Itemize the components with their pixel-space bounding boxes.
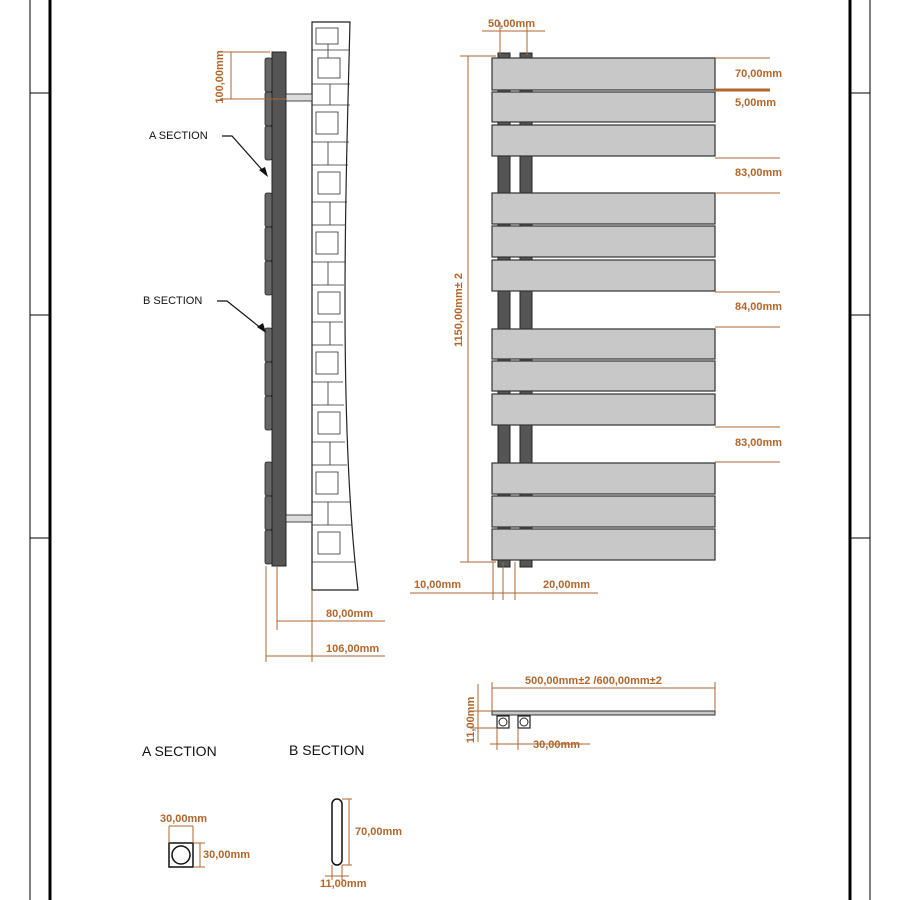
label-b-section: B SECTION bbox=[143, 295, 203, 307]
dim-text-gap-3: 83,00mm bbox=[735, 437, 783, 449]
dim-panel-gap bbox=[715, 90, 776, 109]
plan-panel bbox=[492, 711, 715, 715]
dim-text-gap-1: 83,00mm bbox=[735, 167, 783, 179]
dim-plan-width bbox=[492, 675, 715, 711]
dim-text-plan-thickness: 11,00mm bbox=[465, 696, 477, 744]
plan-view bbox=[465, 675, 715, 751]
front-view bbox=[410, 18, 782, 600]
dim-gap-1 bbox=[715, 158, 782, 193]
a-section-title: A SECTION bbox=[142, 743, 217, 759]
dim-text-b-section-h: 70,00mm bbox=[355, 826, 403, 838]
wall-brackets bbox=[286, 94, 312, 522]
dim-text-a-section-h: 30,00mm bbox=[203, 849, 251, 861]
dim-plan-pipe-spacing bbox=[490, 728, 590, 751]
dim-text-pipe-offset: 10,00mm bbox=[414, 579, 462, 591]
a-section-detail bbox=[160, 813, 250, 867]
dim-text-panel-gap: 5,00mm bbox=[735, 97, 776, 109]
b-section-profile bbox=[332, 799, 342, 865]
dim-gap-3 bbox=[715, 427, 782, 462]
label-a-section: A SECTION bbox=[149, 130, 208, 142]
dim-bottom-pipes bbox=[410, 562, 598, 600]
dim-text-b-section-w: 11,00mm bbox=[320, 878, 367, 890]
dim-text-gap-2: 84,00mm bbox=[735, 301, 783, 313]
dim-text-side-depth-inner: 80,00mm bbox=[326, 608, 374, 620]
dim-text-pipe-width: 20,00mm bbox=[543, 579, 591, 591]
side-panels bbox=[265, 58, 272, 564]
b-section-detail bbox=[320, 799, 402, 890]
dim-text-top-pipe-spacing: 50,00mm bbox=[488, 18, 536, 30]
side-collector bbox=[272, 52, 286, 566]
dim-text-panel-height: 70,00mm bbox=[735, 68, 783, 80]
section-callout-b bbox=[143, 295, 266, 333]
dim-panel-height bbox=[715, 58, 782, 90]
dim-text-width-options: 500,00mm±2 /600,00mm±2 bbox=[525, 675, 662, 687]
dim-total-height bbox=[453, 56, 496, 562]
dim-text-total-height: 1150,00mm± 2 bbox=[453, 273, 465, 347]
wall bbox=[312, 22, 358, 590]
dim-gap-2 bbox=[715, 292, 782, 327]
side-view bbox=[143, 22, 385, 662]
dim-text-side-pitch: 100,00mm bbox=[214, 50, 226, 104]
dim-top-pipe-spacing bbox=[482, 18, 545, 55]
section-callout-a bbox=[149, 130, 268, 177]
dim-text-a-section-w: 30,00mm bbox=[160, 813, 208, 825]
dim-text-plan-pipe-spacing: 30,00mm bbox=[533, 739, 581, 751]
b-section-title: B SECTION bbox=[289, 742, 365, 758]
dim-text-side-depth-total: 106,00mm bbox=[326, 643, 380, 655]
